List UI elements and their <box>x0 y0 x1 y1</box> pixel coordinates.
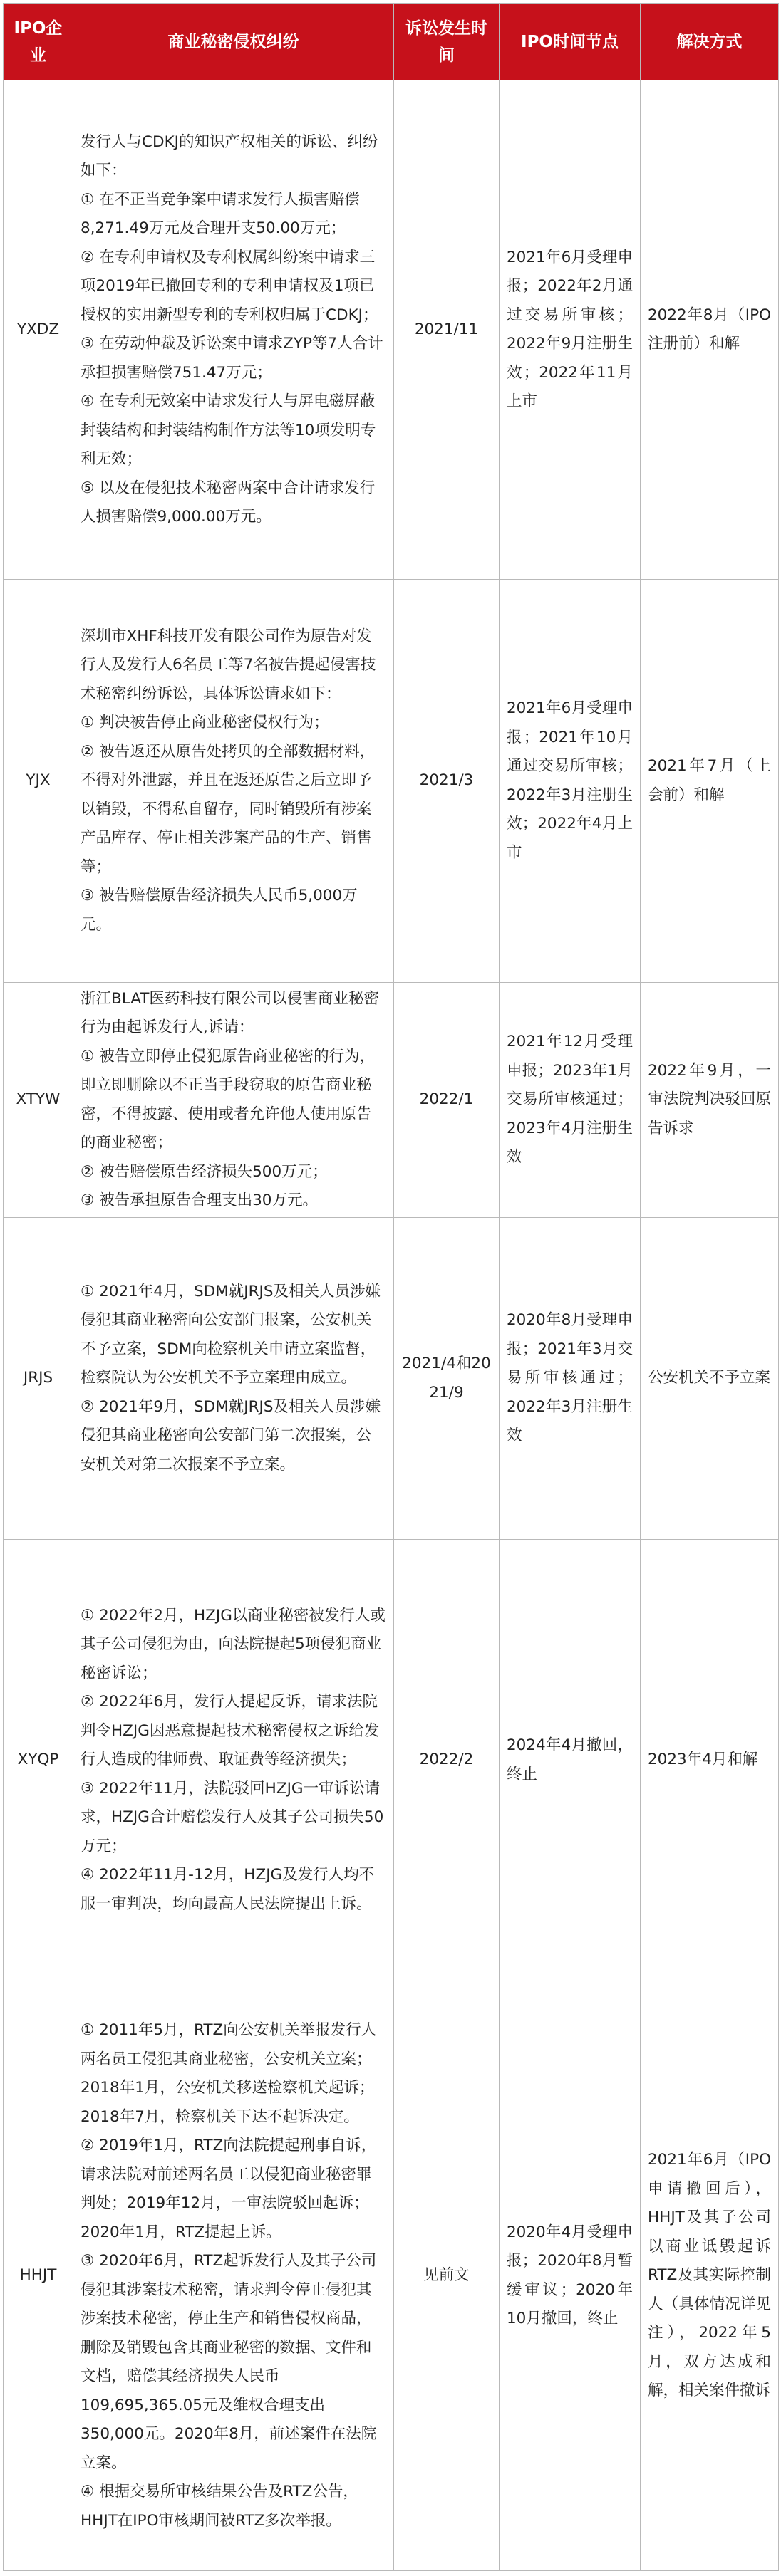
resolution-cell: 2022年8月（IPO注册前）和解 <box>641 80 779 580</box>
dispute-paragraph: ① 2021年4月，SDM就JRJS及相关人员涉嫌侵犯其商业秘密向公安部门报案，公安机关不予立案，SDM向检察机关申请立案监督，检察院认为公安机关不予立案理由成立。 <box>81 1282 381 1387</box>
resolution-cell: 2021年7月（上会前）和解 <box>641 580 779 983</box>
company-cell: JRJS <box>4 1218 73 1540</box>
dispute-paragraph: ④ 在专利无效案中请求发行人与屏电磁屏蔽封装结构和封装结构制作方法等10项发明专利无效； <box>81 392 376 468</box>
header-trade-secret-dispute: 商业秘密侵权纠纷 <box>73 4 394 80</box>
table-row <box>4 1981 779 2571</box>
ipo-milestone-cell: 2021年6月受理申报；2021年10月通过交易所审核；2022年3月注册生效；2022年4月上市 <box>500 580 641 983</box>
dispute-paragraph: ② 被告返还从原告处拷贝的全部数据材料，不得对外泄露，并且在返还原告之后立即予以销毁，不得私自留存，同时销毁所有涉案产品库存、停止相关涉案产品的生产、销售等； <box>81 742 376 876</box>
date-cell: 2021/11 <box>394 80 500 580</box>
table-row <box>4 580 779 983</box>
dispute-paragraph: ① 在不正当竞争案中请求发行人损害赔偿8,271.49万元及合理开支50.00万元； <box>81 190 360 237</box>
table-row <box>4 1218 779 1540</box>
dispute-paragraph: ② 2022年6月，发行人提起反诉，请求法院判令HZJG因恶意提起技术秘密侵权之诉给发行人造成的律师费、取证费等经济损失； <box>81 1693 380 1769</box>
table-row <box>4 1540 779 1981</box>
dispute-paragraph: ③ 被告赔偿原告经济损失人民币5,000万元。 <box>81 887 358 934</box>
dispute-cell <box>73 1540 394 1981</box>
ipo-milestone-cell: 2021年12月受理申报；2023年1月交易所审核通过；2023年4月注册生效 <box>500 983 641 1218</box>
date-cell: 见前文 <box>394 1981 500 2571</box>
table-header-row <box>4 4 779 80</box>
header-ipo-milestones: IPO时间节点 <box>500 4 641 80</box>
table-row <box>4 80 779 580</box>
dispute-cell <box>73 580 394 983</box>
dispute-paragraph: ① 被告立即停止侵犯原告商业秘密的行为，即立即删除以不正当手段窃取的原告商业秘密，不得披露、使用或者允许他人使用原告的商业秘密； <box>81 1047 376 1152</box>
dispute-paragraph: 浙江BLAT医药科技有限公司以侵害商业秘密行为由起诉发行人,诉请： <box>81 989 379 1036</box>
date-cell: 2022/1 <box>394 983 500 1218</box>
resolution-cell: 2022年9月，一审法院判决驳回原告诉求 <box>641 983 779 1218</box>
company-cell: XYQP <box>4 1540 73 1981</box>
dispute-cell <box>73 983 394 1218</box>
header-ipo-company: IPO企业 <box>4 4 73 80</box>
company-cell: YXDZ <box>4 80 73 580</box>
dispute-paragraph: ③ 2022年11月，法院驳回HZJG一审诉讼请求，HZJG合计赔偿发行人及其子公司损失50万元； <box>81 1779 384 1855</box>
header-litigation-date: 诉讼发生时间 <box>394 4 500 80</box>
dispute-paragraph: ③ 在劳动仲裁及诉讼案中请求ZYP等7人合计承担损害赔偿751.47万元； <box>81 335 383 382</box>
dispute-cell <box>73 1218 394 1540</box>
ipo-milestone-cell: 2020年8月受理申报；2021年3月交易所审核通过；2022年3月注册生效 <box>500 1218 641 1540</box>
resolution-cell: 2023年4月和解 <box>641 1540 779 1981</box>
dispute-paragraph: ② 2021年9月，SDM就JRJS及相关人员涉嫌侵犯其商业秘密向公安部门第二次报案，公安机关对第二次报案不予立案。 <box>81 1397 381 1474</box>
dispute-paragraph: ① 判决被告停止商业秘密侵权行为； <box>81 714 329 732</box>
dispute-paragraph: ② 在专利申请权及专利权属纠纷案中请求三项2019年已撤回专利的专利申请权及1项已授权的实用新型专利的专利权归属于CDKJ； <box>81 248 378 324</box>
resolution-cell: 2021年6月（IPO申请撤回后），HHJT及其子公司以商业诋毁起诉RTZ及其实际控制人（具体情况详见注），2022年5月，双方达成和解，相关案件撤诉 <box>641 1981 779 2571</box>
date-cell: 2022/2 <box>394 1540 500 1981</box>
ipo-milestone-cell: 2020年4月受理申报；2020年8月暂缓审议；2020年10月撤回，终止 <box>500 1981 641 2571</box>
dispute-paragraph: 深圳市XHF科技开发有限公司作为原告对发行人及发行人6名员工等7名被告提起侵害技术秘密纠纷诉讼，具体诉讼请求如下： <box>81 627 376 703</box>
dispute-paragraph: ② 被告赔偿原告经济损失500万元； <box>81 1162 328 1181</box>
dispute-paragraph: ③ 2020年6月，RTZ起诉发行人及其子公司侵犯其涉案技术秘密，请求判令停止侵犯其涉案技术秘密，停止生产和销售侵权商品，删除及销毁包含其商业秘密的数据、文件和文档，赔偿其经济损失人民币109,695,365.05元及维权合理支出350,000元。2020年8月，前述案件在法院立案。 <box>81 2252 377 2472</box>
date-cell: 2021/3 <box>394 580 500 983</box>
company-cell: XTYW <box>4 983 73 1218</box>
ipo-trade-secret-table <box>3 3 779 2571</box>
date-cell: 2021/4和2021/9 <box>394 1218 500 1540</box>
company-cell: HHJT <box>4 1981 73 2571</box>
header-resolution: 解决方式 <box>641 4 779 80</box>
dispute-paragraph: ④ 2022年11月-12月，HZJG及发行人均不服一审判决，均向最高人民法院提出上诉。 <box>81 1866 375 1913</box>
dispute-cell <box>73 1981 394 2571</box>
ipo-milestone-cell: 2024年4月撤回，终止 <box>500 1540 641 1981</box>
ipo-milestone-cell: 2021年6月受理申报；2022年2月通过交易所审核；2022年9月注册生效；2022年11月上市 <box>500 80 641 580</box>
company-cell: YJX <box>4 580 73 983</box>
dispute-paragraph: ② 2019年1月，RTZ向法院提起刑事自诉，请求法院对前述两名员工以侵犯商业秘密罪判处；2019年12月，一审法院驳回起诉；2020年1月，RTZ提起上诉。 <box>81 2137 377 2241</box>
dispute-paragraph: ① 2011年5月，RTZ向公安机关举报发行人两名员工侵犯其商业秘密，公安机关立案；2018年1月，公安机关移送检察机关起诉；2018年7月，检察机关下达不起诉决定。 <box>81 2021 377 2126</box>
dispute-paragraph: ④ 根据交易所审核结果公告及RTZ公告，HHJT在IPO审核期间被RTZ多次举报。 <box>81 2483 358 2530</box>
dispute-paragraph: ③ 被告承担原告合理支出30万元。 <box>81 1191 318 1209</box>
dispute-paragraph: ① 2022年2月，HZJG以商业秘密被发行人或其子公司侵犯为由，向法院提起5项侵犯商业秘密诉讼； <box>81 1606 386 1682</box>
resolution-cell: 公安机关不予立案 <box>641 1218 779 1540</box>
dispute-paragraph: 发行人与CDKJ的知识产权相关的诉讼、纠纷如下： <box>81 132 378 179</box>
dispute-cell <box>73 80 394 580</box>
table-row <box>4 983 779 1218</box>
dispute-paragraph: ⑤ 以及在侵犯技术秘密两案中合计请求发行人损害赔偿9,000.00万元。 <box>81 479 376 526</box>
